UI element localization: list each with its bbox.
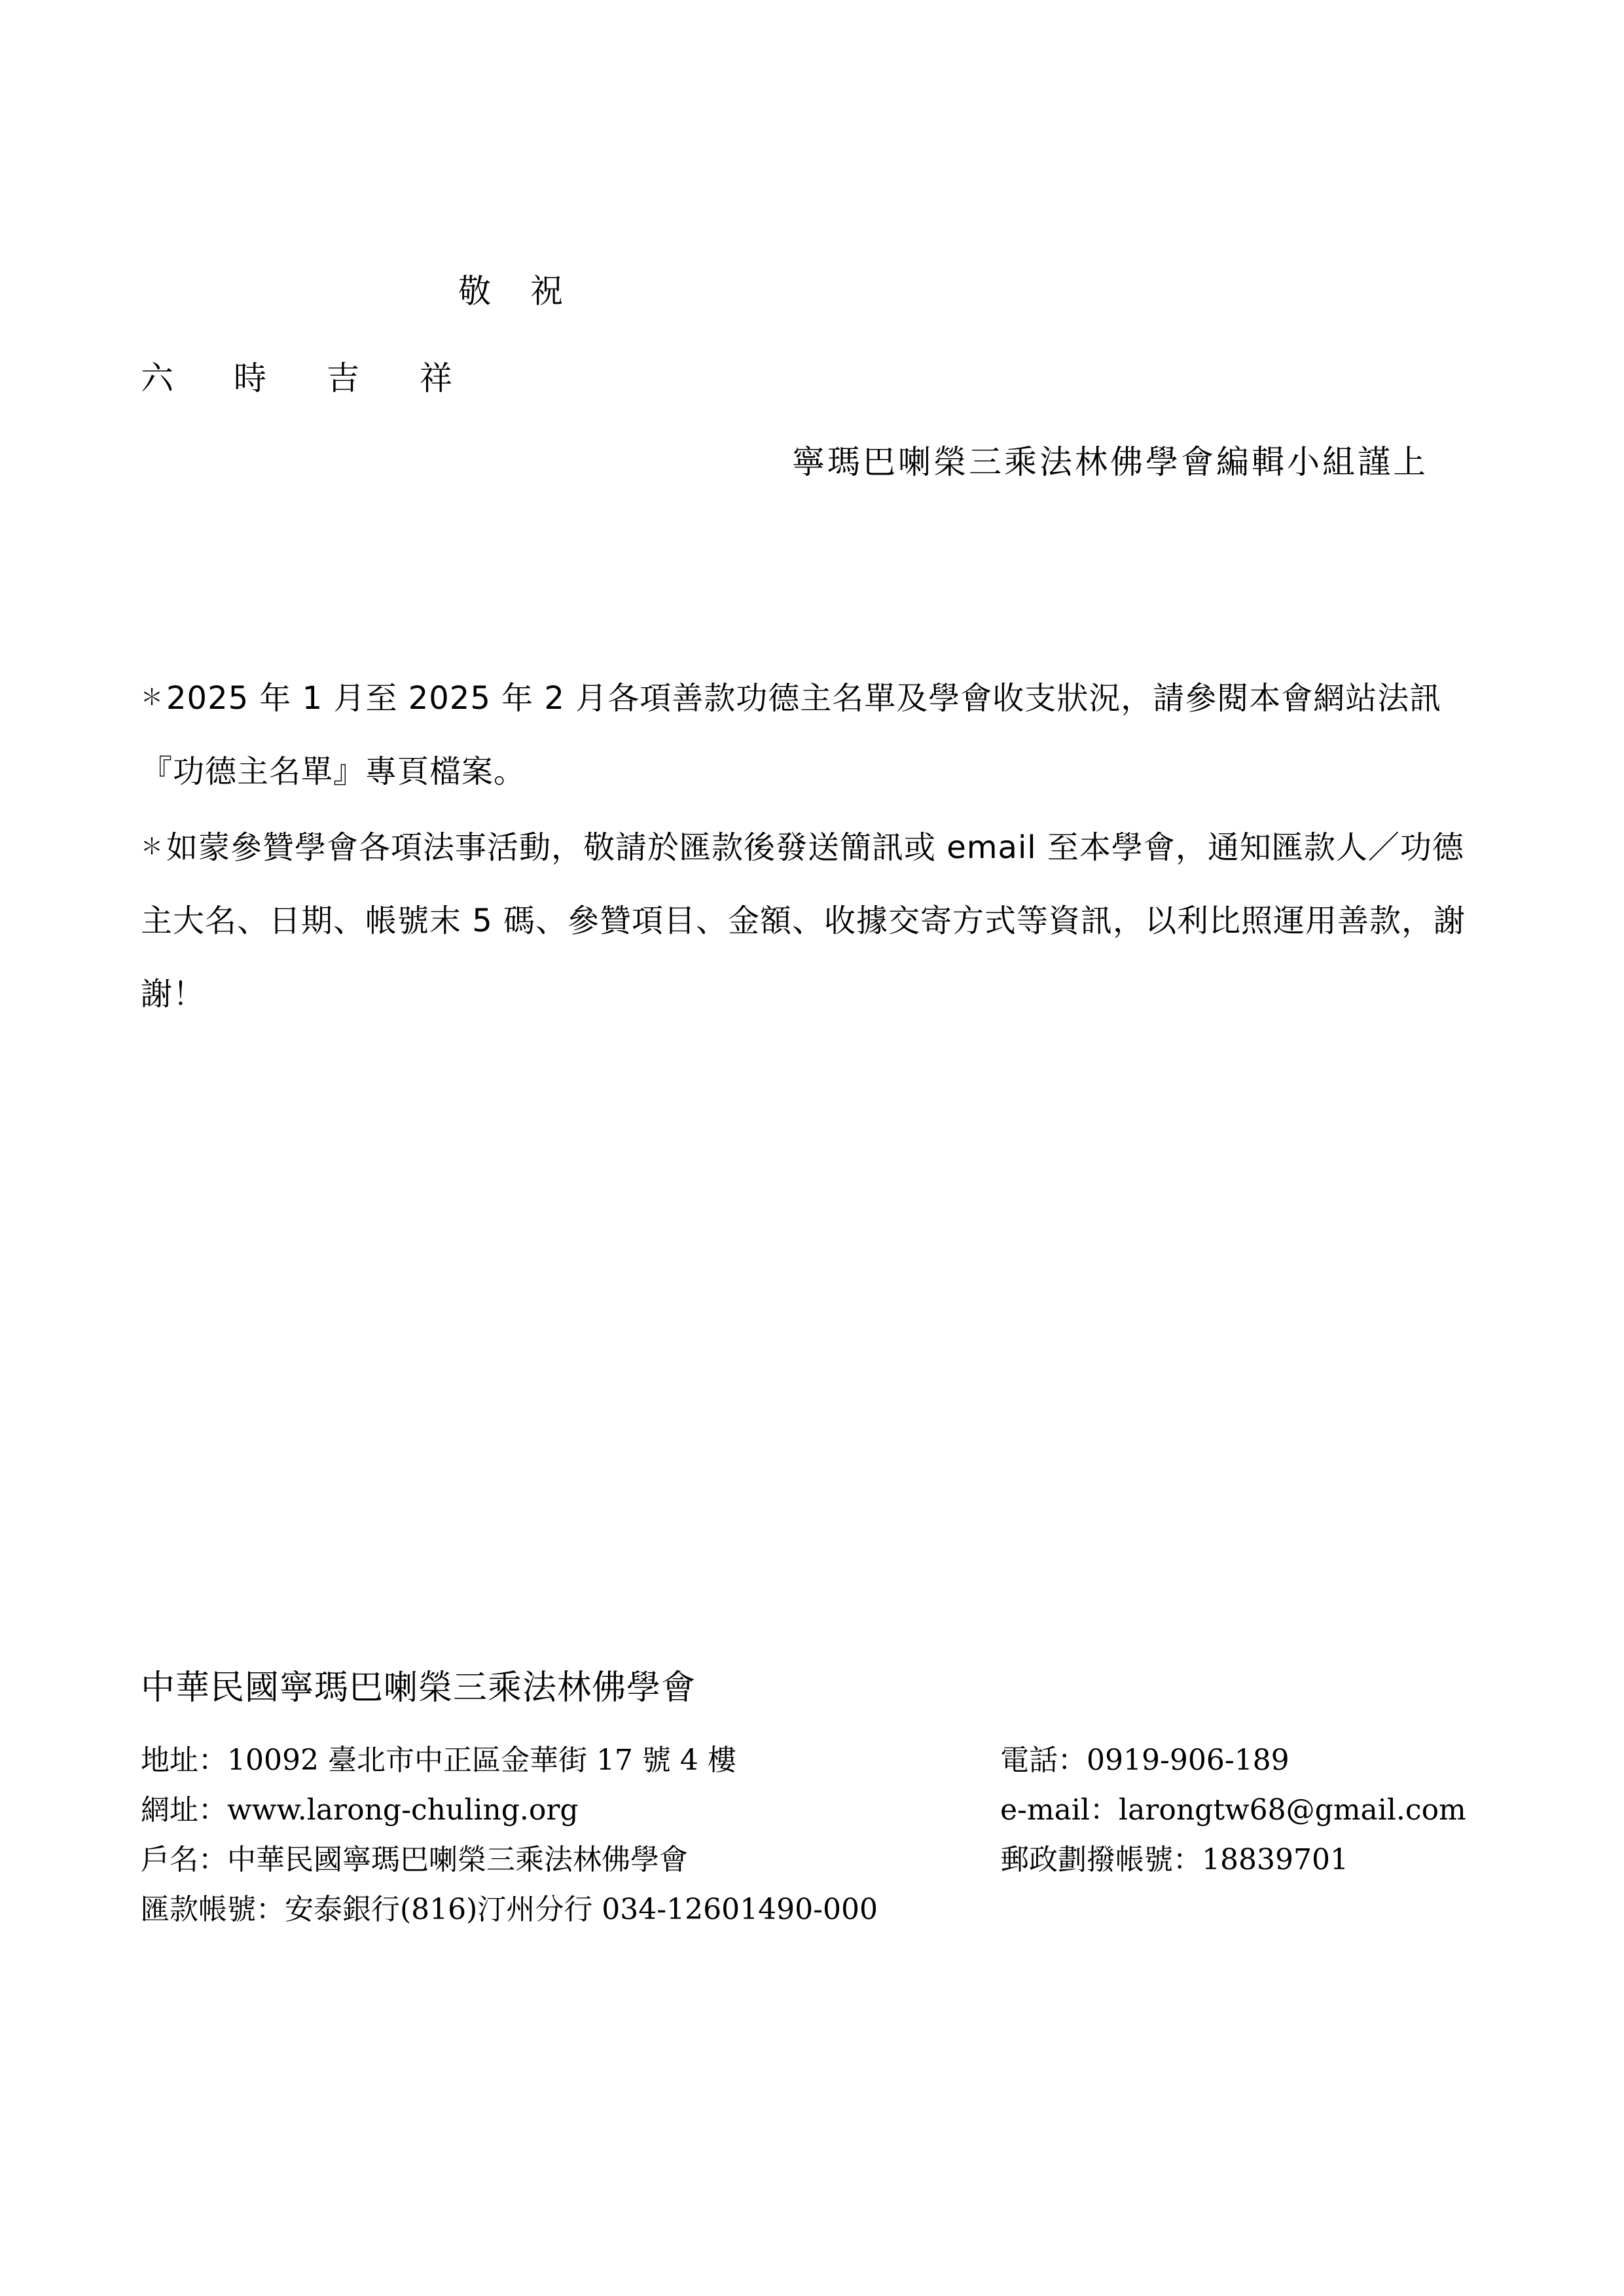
blessing-char: 祥 — [420, 359, 452, 397]
account-name: 戶名：中華民國寧瑪巴喇榮三乘法林佛學會 — [141, 1843, 688, 1876]
closing-char-zhu: 祝 — [530, 272, 563, 310]
signoff: 寧瑪巴喇榮三乘法林佛學會編輯小組謹上 — [792, 443, 1428, 481]
website: 網址：www.larong-chuling.org — [141, 1793, 579, 1827]
bullet-asterisk: ＊ — [141, 834, 164, 860]
notice-donor-list — [141, 661, 1489, 808]
closing-greeting — [458, 265, 563, 312]
postal-account: 郵政劃撥帳號：18839701 — [1000, 1843, 1348, 1876]
bank-account: 匯款帳號：安泰銀行(816)汀州分行 034-12601490-000 — [141, 1893, 878, 1926]
closing-char-jing: 敬 — [458, 272, 491, 310]
notice-text: 2025 年 1 月至 2025 年 2 月各項善款功德主名單及學會收支狀況，請參閱本會網站法訊『功德主名單』專頁檔案。 — [141, 680, 1442, 790]
organization-name: 中華民國寧瑪巴喇榮三乘法林佛學會 — [141, 1668, 696, 1708]
blessing-char: 六 — [141, 359, 173, 397]
closing-blessing — [141, 352, 452, 399]
blessing-char: 時 — [234, 359, 266, 397]
notice-remittance — [141, 810, 1489, 1031]
notice-text: 如蒙參贊學會各項法事活動，敬請於匯款後發送簡訊或 email 至本學會，通知匯款人／功德主大名、日期、帳號末 5 碼、參贊項目、金額、收據交寄方式等資訊，以利比照運用善款，謝謝！ — [141, 829, 1466, 1013]
phone: 電話：0919-906-189 — [1000, 1744, 1290, 1777]
blessing-char: 吉 — [327, 359, 359, 397]
email: e-mail：larongtw68@gmail.com — [1000, 1793, 1466, 1827]
bullet-asterisk: ＊ — [141, 685, 164, 711]
address: 地址：10092 臺北市中正區金華街 17 號 4 樓 — [141, 1744, 736, 1777]
